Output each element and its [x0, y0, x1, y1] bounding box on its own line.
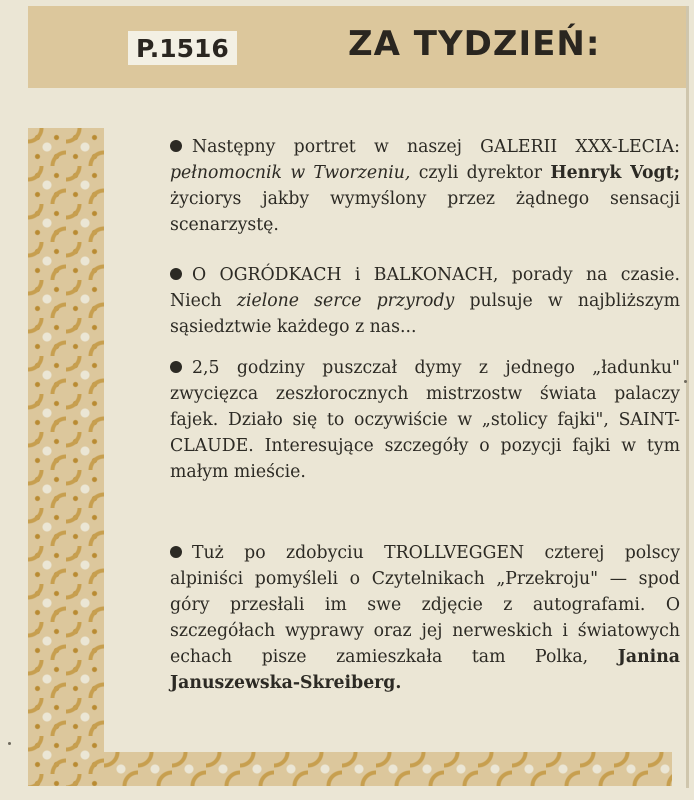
article-text: Następny portret w naszej GALERII XXX-LECIA: pełnomocnik w Tworzeniu, czyli dyrektor Henryk Vogt; życiorys jakby wymyślony przez żądnego sensacji scenarzystę.: [170, 137, 680, 235]
bullet-icon: [170, 361, 182, 373]
page-title: ZA TYDZIEŃ:: [348, 24, 601, 64]
article-item: [170, 134, 680, 238]
article-text: 2,5 godziny puszczał dymy z jednego „ładunku" zwycięzca zeszłorocznych mistrzostw świata palaczy fajek. Działo się to oczywiście w „stolicy fajki", SAINT-CLAUDE. Interesujące szczegóły o pozycji fajki w tym małym mieście.: [170, 358, 680, 482]
ornament-border-left: [28, 128, 104, 786]
ornament-border-bottom: [104, 752, 672, 786]
print-speck: [8, 742, 11, 745]
bullet-icon: [170, 546, 182, 558]
article-text: Tuż po zdobyciu TROLLVEGGEN czterej polscy alpiniści pomyśleli o Czytelnikach „Przekroju" — spod góry przesłali im swe zdjęcie z autografami. O szczegółach wyprawy oraz jej nerweskich i światowych echach pisze zamieszkała tam Polka, Janina Januszewska-Skreiberg.: [170, 543, 680, 693]
bullet-icon: [170, 140, 182, 152]
print-speck: [684, 380, 687, 383]
article-item: [170, 540, 680, 696]
article-text: O OGRÓDKACH i BALKONACH, porady na czasie. Niech zielone serce przyrody pulsuje w najbliższym sąsiedztwie każdego z nas...: [170, 265, 680, 337]
page-edge: [686, 6, 689, 788]
issue-number: P.1516: [128, 31, 237, 65]
bullet-icon: [170, 268, 182, 280]
article-item: [170, 262, 680, 340]
article-item: [170, 355, 680, 485]
